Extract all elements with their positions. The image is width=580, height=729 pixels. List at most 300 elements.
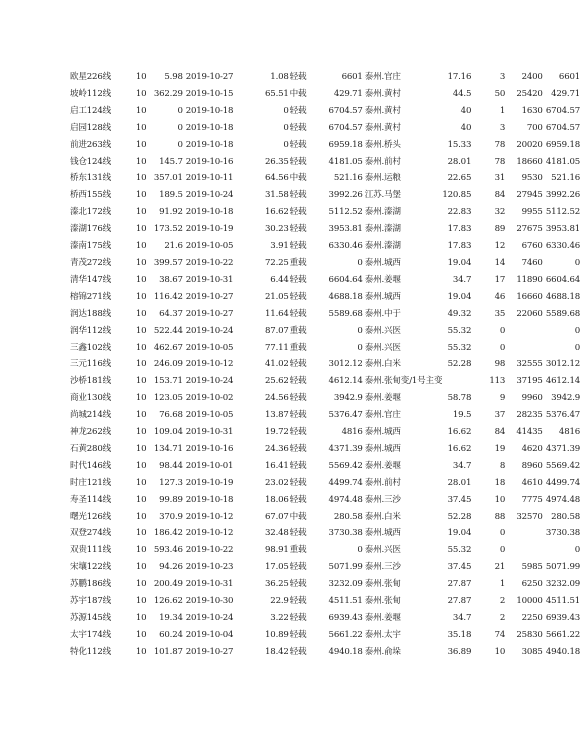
cell-rating: 55.32 (447, 545, 472, 556)
cell-rating: 19.04 (447, 257, 472, 268)
cell-date: 2019-10-16 (185, 156, 234, 167)
cell-current-value: 246.09 (153, 359, 183, 370)
cell-date: 2019-10-27 (185, 291, 234, 302)
table-row (70, 373, 580, 390)
cell-date: 2019-10-31 (185, 427, 234, 438)
cell-date: 2019-10-12 (185, 511, 234, 522)
cell-voltage-kv: 10 (135, 443, 147, 454)
cell-load-status: 轻载 (289, 241, 307, 252)
cell-remaining: 6939.43 (545, 613, 580, 623)
cell-remaining: 4816 (558, 427, 580, 438)
cell-capacity: 11890 (516, 274, 543, 285)
cell-current-value: 21.6 (164, 241, 183, 252)
cell-load-status: 轻载 (289, 596, 307, 607)
table-row (70, 340, 580, 357)
cell-rating: 17.83 (447, 224, 472, 235)
cell-rating: 44.5 (452, 88, 472, 99)
cell-amount: 6704.57 (328, 122, 363, 133)
cell-remaining: 6330.46 (545, 241, 580, 252)
cell-count: 0 (499, 545, 506, 556)
cell-date: 2019-10-04 (185, 629, 234, 640)
cell-remaining: 5071.99 (545, 562, 580, 573)
table-row (70, 306, 580, 323)
cell-substation: 泰州.前村 (364, 477, 401, 488)
cell-line-name: 商业130线 (70, 393, 111, 404)
cell-amount: 4371.39 (328, 443, 363, 454)
cell-line-name: 溱湖176线 (70, 224, 111, 235)
cell-line-name: 神龙262线 (70, 427, 111, 438)
cell-date: 2019-10-31 (185, 274, 234, 285)
cell-load-status: 轻载 (289, 376, 307, 387)
cell-count: 88 (494, 511, 506, 522)
cell-count: 74 (494, 629, 506, 640)
cell-capacity: 5985 (521, 562, 543, 573)
cell-substation: 泰州.兴医 (364, 325, 401, 336)
cell-load-rate: 36.25 (265, 579, 289, 590)
cell-count: 18 (494, 477, 506, 488)
cell-capacity: 25830 (516, 629, 543, 640)
cell-remaining: 4612.14 (545, 376, 580, 387)
cell-remaining: 5589.68 (545, 308, 580, 319)
cell-substation: 泰州.城西 (364, 291, 401, 302)
cell-rating: 34.7 (452, 613, 472, 623)
cell-substation: 泰州.俞垛 (364, 646, 401, 657)
cell-current-value: 0 (177, 139, 183, 150)
cell-current-value: 189.5 (159, 190, 183, 201)
cell-date: 2019-10-27 (185, 646, 234, 657)
cell-capacity: 18660 (516, 156, 543, 167)
cell-capacity: 32570 (516, 511, 543, 522)
cell-capacity: 16660 (516, 291, 543, 302)
table-row (70, 187, 580, 204)
cell-count: 2 (499, 596, 506, 607)
cell-date: 2019-10-18 (185, 105, 234, 116)
cell-voltage-kv: 10 (135, 511, 147, 522)
cell-line-name: 三元116线 (70, 359, 111, 370)
cell-rating: 52.28 (447, 511, 472, 522)
cell-rating: 36.89 (447, 646, 472, 657)
cell-amount: 5661.22 (328, 629, 363, 640)
cell-date: 2019-10-05 (185, 342, 234, 353)
table-row (70, 103, 580, 120)
cell-date: 2019-10-22 (185, 545, 234, 556)
cell-remaining: 4181.05 (545, 156, 580, 167)
cell-count: 35 (494, 308, 506, 319)
table-row (70, 86, 580, 103)
cell-substation: 泰州.溱湖 (364, 207, 401, 218)
cell-load-rate: 24.56 (265, 393, 289, 404)
cell-load-status: 轻载 (289, 139, 307, 150)
cell-load-rate: 72.25 (265, 257, 289, 268)
cell-substation: 泰州.城西 (364, 427, 401, 438)
cell-capacity: 4610 (521, 477, 543, 488)
cell-date: 2019-10-18 (185, 139, 234, 150)
cell-voltage-kv: 10 (135, 224, 147, 235)
cell-count: 78 (494, 139, 506, 150)
cell-capacity (505, 525, 543, 542)
cell-substation: 泰州.城西 (364, 528, 401, 539)
table-row (70, 221, 580, 238)
cell-voltage-kv: 10 (135, 139, 147, 150)
cell-capacity: 1630 (521, 105, 543, 116)
cell-voltage-kv: 10 (135, 376, 147, 387)
cell-load-status: 轻载 (289, 274, 307, 285)
cell-load-status: 重载 (289, 545, 307, 556)
cell-count: 78 (494, 156, 506, 167)
cell-capacity: 700 (526, 122, 543, 133)
cell-rating: 27.87 (447, 579, 472, 590)
cell-current-value: 522.44 (153, 325, 183, 336)
cell-substation: 泰州.张甸 (364, 579, 401, 590)
cell-voltage-kv: 10 (135, 596, 147, 607)
cell-count: 31 (494, 173, 506, 184)
cell-date: 2019-10-19 (185, 224, 234, 235)
cell-voltage-kv: 10 (135, 393, 147, 404)
cell-remaining: 6604.64 (545, 274, 580, 285)
cell-load-rate: 0 (283, 105, 289, 116)
cell-load-rate: 87.07 (265, 325, 289, 336)
cell-remaining: 3953.81 (545, 224, 580, 235)
cell-load-rate: 23.02 (265, 477, 289, 488)
cell-voltage-kv: 10 (135, 629, 147, 640)
cell-load-status: 轻载 (289, 207, 307, 218)
cell-current-value: 116.42 (153, 291, 183, 302)
cell-capacity: 9955 (521, 207, 543, 218)
cell-substation: 泰州.兴医 (364, 342, 401, 353)
cell-amount: 4688.18 (328, 291, 363, 302)
cell-rating: 22.83 (447, 207, 472, 218)
cell-date: 2019-10-12 (185, 359, 234, 370)
cell-current-value: 0 (177, 122, 183, 133)
cell-capacity: 3085 (521, 646, 543, 657)
table-row (70, 458, 580, 475)
cell-amount: 5569.42 (328, 460, 363, 471)
table-row (70, 542, 580, 559)
cell-current-value: 145.7 (159, 156, 183, 167)
cell-load-rate: 6.44 (270, 274, 289, 285)
cell-substation: 泰州.官庄 (364, 72, 401, 82)
cell-current-value: 123.05 (153, 393, 183, 404)
cell-capacity: 37195 (516, 376, 543, 387)
cell-remaining: 0 (574, 342, 580, 353)
cell-date: 2019-10-23 (185, 562, 234, 573)
cell-load-status: 轻载 (289, 528, 307, 539)
cell-load-rate: 24.36 (265, 443, 289, 454)
cell-load-rate: 10.89 (265, 629, 289, 640)
cell-amount: 280.58 (333, 511, 363, 522)
cell-line-name: 坡岭112线 (70, 88, 111, 99)
cell-amount: 3232.09 (328, 579, 363, 590)
cell-load-rate: 11.64 (265, 308, 289, 319)
cell-load-rate: 17.05 (265, 562, 289, 573)
cell-substation: 泰州.前村 (364, 156, 401, 167)
cell-remaining: 6601 (558, 72, 580, 82)
cell-remaining: 5569.42 (545, 460, 580, 471)
cell-count: 50 (494, 88, 506, 99)
cell-load-status: 轻载 (289, 646, 307, 657)
cell-count: 10 (494, 646, 506, 657)
cell-amount: 3012.12 (328, 359, 363, 370)
cell-amount: 6601 (341, 72, 363, 82)
cell-load-status: 中载 (289, 88, 307, 99)
cell-rating: 40 (460, 105, 472, 116)
cell-capacity: 6250 (521, 579, 543, 590)
cell-load-rate: 19.72 (265, 427, 289, 438)
cell-voltage-kv: 10 (135, 88, 147, 99)
cell-count: 84 (494, 190, 506, 201)
cell-load-rate: 22.9 (270, 596, 289, 607)
cell-line-name: 时庄121线 (70, 477, 111, 488)
cell-voltage-kv: 10 (135, 613, 147, 623)
cell-load-status: 轻载 (289, 477, 307, 488)
table-row (70, 69, 580, 86)
cell-remaining: 521.16 (551, 173, 580, 184)
cell-date: 2019-10-12 (185, 528, 234, 539)
cell-substation: 泰州.张甸变/1号主变 (364, 376, 443, 387)
cell-remaining: 4940.18 (545, 646, 580, 657)
cell-line-name: 榕锦271线 (70, 291, 111, 302)
cell-voltage-kv: 10 (135, 207, 147, 218)
cell-line-name: 特化112线 (70, 646, 111, 657)
cell-substation: 泰州.太宇 (364, 629, 401, 640)
cell-substation: 泰州.城西 (364, 257, 401, 268)
table-row (70, 238, 580, 255)
cell-remaining: 5376.47 (545, 410, 580, 421)
cell-load-status: 轻载 (289, 122, 307, 133)
cell-rating: 19.5 (452, 410, 472, 421)
cell-amount: 5589.68 (328, 308, 363, 319)
cell-remaining: 3992.26 (545, 190, 580, 201)
cell-capacity: 7775 (521, 494, 543, 505)
table-row (70, 137, 580, 154)
cell-load-rate: 65.51 (265, 88, 289, 99)
cell-amount: 0 (357, 257, 363, 268)
cell-count: 3 (499, 72, 506, 82)
cell-load-status: 轻载 (289, 105, 307, 116)
cell-load-rate: 67.07 (265, 511, 289, 522)
table-row (70, 323, 580, 340)
cell-current-value: 5.98 (164, 72, 183, 82)
cell-voltage-kv: 10 (135, 460, 147, 471)
cell-amount: 429.71 (333, 88, 363, 99)
cell-remaining: 6959.18 (545, 139, 580, 150)
cell-count: 32 (494, 207, 506, 218)
cell-substation: 泰州.姜堰 (364, 393, 401, 404)
cell-rating: 22.65 (447, 173, 472, 184)
cell-count: 17 (494, 274, 506, 285)
cell-date: 2019-10-30 (185, 596, 234, 607)
cell-amount: 0 (357, 545, 363, 556)
cell-substation: 泰州.桥头 (364, 139, 401, 150)
table-row (70, 475, 580, 492)
cell-rating: 34.7 (452, 274, 472, 285)
cell-current-value: 134.71 (153, 443, 183, 454)
cell-voltage-kv: 10 (135, 410, 147, 421)
cell-amount: 3942.9 (333, 393, 363, 404)
cell-date: 2019-10-27 (185, 308, 234, 319)
cell-substation: 泰州.城西 (364, 443, 401, 454)
table-row (70, 492, 580, 509)
cell-load-status: 中载 (289, 511, 307, 522)
cell-voltage-kv: 10 (135, 257, 147, 268)
cell-date: 2019-10-24 (185, 325, 234, 336)
cell-load-rate: 18.06 (265, 494, 289, 505)
cell-rating (442, 373, 471, 390)
cell-capacity: 25420 (516, 88, 543, 99)
cell-line-name: 三鑫102线 (70, 342, 111, 353)
cell-count: 1 (499, 105, 506, 116)
cell-count: 89 (494, 224, 506, 235)
cell-remaining: 429.71 (551, 88, 580, 99)
table-row (70, 170, 580, 187)
cell-voltage-kv: 10 (135, 342, 147, 353)
cell-remaining: 0 (574, 257, 580, 268)
cell-line-name: 溱北172线 (70, 207, 111, 218)
cell-substation: 泰州.官庄 (364, 410, 401, 421)
cell-rating: 28.01 (447, 477, 472, 488)
cell-current-value: 357.01 (153, 173, 183, 184)
cell-current-value: 94.26 (159, 562, 183, 573)
table-row (70, 154, 580, 171)
cell-current-value: 362.29 (153, 88, 183, 99)
cell-capacity (505, 340, 543, 357)
cell-amount: 4181.05 (328, 156, 363, 167)
cell-remaining: 4974.48 (545, 494, 580, 505)
cell-load-status: 轻载 (289, 613, 307, 623)
cell-load-status: 轻载 (289, 410, 307, 421)
cell-voltage-kv: 10 (135, 579, 147, 590)
table-row (70, 644, 580, 661)
cell-rating: 34.7 (452, 460, 472, 471)
cell-remaining: 5112.52 (545, 207, 580, 218)
cell-date: 2019-10-24 (185, 190, 234, 201)
cell-line-name: 溱南175线 (70, 241, 111, 252)
cell-current-value: 126.62 (153, 596, 183, 607)
cell-load-status: 轻载 (289, 224, 307, 235)
cell-load-rate: 21.05 (265, 291, 289, 302)
cell-date: 2019-10-02 (185, 393, 234, 404)
cell-capacity: 28235 (516, 410, 543, 421)
cell-load-rate: 64.56 (265, 173, 289, 184)
cell-voltage-kv: 10 (135, 291, 147, 302)
cell-substation: 泰州.兴医 (364, 545, 401, 556)
cell-load-rate: 26.35 (265, 156, 289, 167)
cell-date: 2019-10-05 (185, 410, 234, 421)
cell-substation: 泰州.溱湖 (364, 224, 401, 235)
cell-remaining: 3730.38 (545, 528, 580, 539)
table-row (70, 390, 580, 407)
cell-current-value: 19.34 (159, 613, 183, 623)
cell-capacity (505, 323, 543, 340)
cell-line-name: 太宇174线 (70, 629, 111, 640)
cell-voltage-kv: 10 (135, 545, 147, 556)
cell-current-value: 173.52 (153, 224, 183, 235)
cell-voltage-kv: 10 (135, 308, 147, 319)
cell-amount: 4499.74 (328, 477, 363, 488)
cell-line-name: 寿圣114线 (70, 494, 111, 505)
cell-date: 2019-10-27 (185, 72, 234, 82)
cell-voltage-kv: 10 (135, 122, 147, 133)
cell-capacity: 2250 (521, 613, 543, 623)
cell-rating: 16.62 (447, 443, 472, 454)
cell-capacity: 7460 (521, 257, 543, 268)
cell-date: 2019-10-24 (185, 376, 234, 387)
cell-count: 8 (499, 460, 506, 471)
cell-current-value: 101.87 (153, 646, 183, 657)
cell-line-name: 苏宇187线 (70, 596, 111, 607)
cell-load-rate: 31.58 (265, 190, 289, 201)
table-row (70, 356, 580, 373)
cell-voltage-kv: 10 (135, 528, 147, 539)
cell-rating: 37.45 (447, 494, 472, 505)
cell-load-rate: 30.23 (265, 224, 289, 235)
cell-rating: 58.78 (447, 393, 472, 404)
cell-remaining: 3942.9 (551, 393, 580, 404)
cell-count: 84 (494, 427, 506, 438)
cell-amount: 4940.18 (328, 646, 363, 657)
cell-current-value: 153.71 (153, 376, 183, 387)
cell-count: 19 (494, 443, 506, 454)
cell-date: 2019-10-05 (185, 241, 234, 252)
cell-current-value: 91.92 (159, 207, 183, 218)
cell-capacity: 27945 (516, 190, 543, 201)
cell-current-value: 370.9 (159, 511, 183, 522)
cell-amount: 4612.14 (328, 376, 363, 387)
table-row (70, 559, 580, 576)
cell-line-name: 前进263线 (70, 139, 111, 150)
table-row (70, 272, 580, 289)
cell-rating: 52.28 (447, 359, 472, 370)
cell-count: 1 (499, 579, 506, 590)
cell-remaining: 4511.51 (545, 596, 580, 607)
cell-capacity: 20020 (516, 139, 543, 150)
cell-count: 0 (499, 342, 506, 353)
table-row (70, 593, 580, 610)
cell-substation: 泰州.姜堰 (364, 613, 401, 623)
cell-count: 12 (494, 241, 506, 252)
cell-substation: 泰州.张甸 (364, 596, 401, 607)
cell-load-status: 轻载 (289, 190, 307, 201)
cell-current-value: 186.42 (153, 528, 183, 539)
cell-date: 2019-10-24 (185, 613, 234, 623)
cell-current-value: 127.3 (159, 477, 183, 488)
cell-capacity: 10000 (516, 596, 543, 607)
table-row (70, 627, 580, 644)
cell-substation: 泰州.中于 (364, 308, 401, 319)
cell-remaining: 6704.57 (545, 105, 580, 116)
cell-load-status: 轻载 (289, 156, 307, 167)
table-row (70, 289, 580, 306)
cell-voltage-kv: 10 (135, 325, 147, 336)
cell-count: 9 (499, 393, 506, 404)
cell-line-name: 苏鹏186线 (70, 579, 111, 590)
cell-voltage-kv: 10 (135, 190, 147, 201)
cell-capacity: 6760 (521, 241, 543, 252)
cell-load-status: 轻载 (289, 308, 307, 319)
cell-count: 0 (499, 528, 506, 539)
table-row (70, 576, 580, 593)
cell-load-rate: 32.48 (265, 528, 289, 539)
cell-amount: 6939.43 (328, 613, 363, 623)
cell-capacity: 9960 (521, 393, 543, 404)
cell-current-value: 0 (177, 105, 183, 116)
cell-rating: 49.32 (447, 308, 472, 319)
cell-substation: 泰州.溱湖 (364, 241, 401, 252)
cell-amount: 0 (357, 342, 363, 353)
cell-load-status: 轻载 (289, 494, 307, 505)
cell-voltage-kv: 10 (135, 427, 147, 438)
cell-voltage-kv: 10 (135, 274, 147, 285)
